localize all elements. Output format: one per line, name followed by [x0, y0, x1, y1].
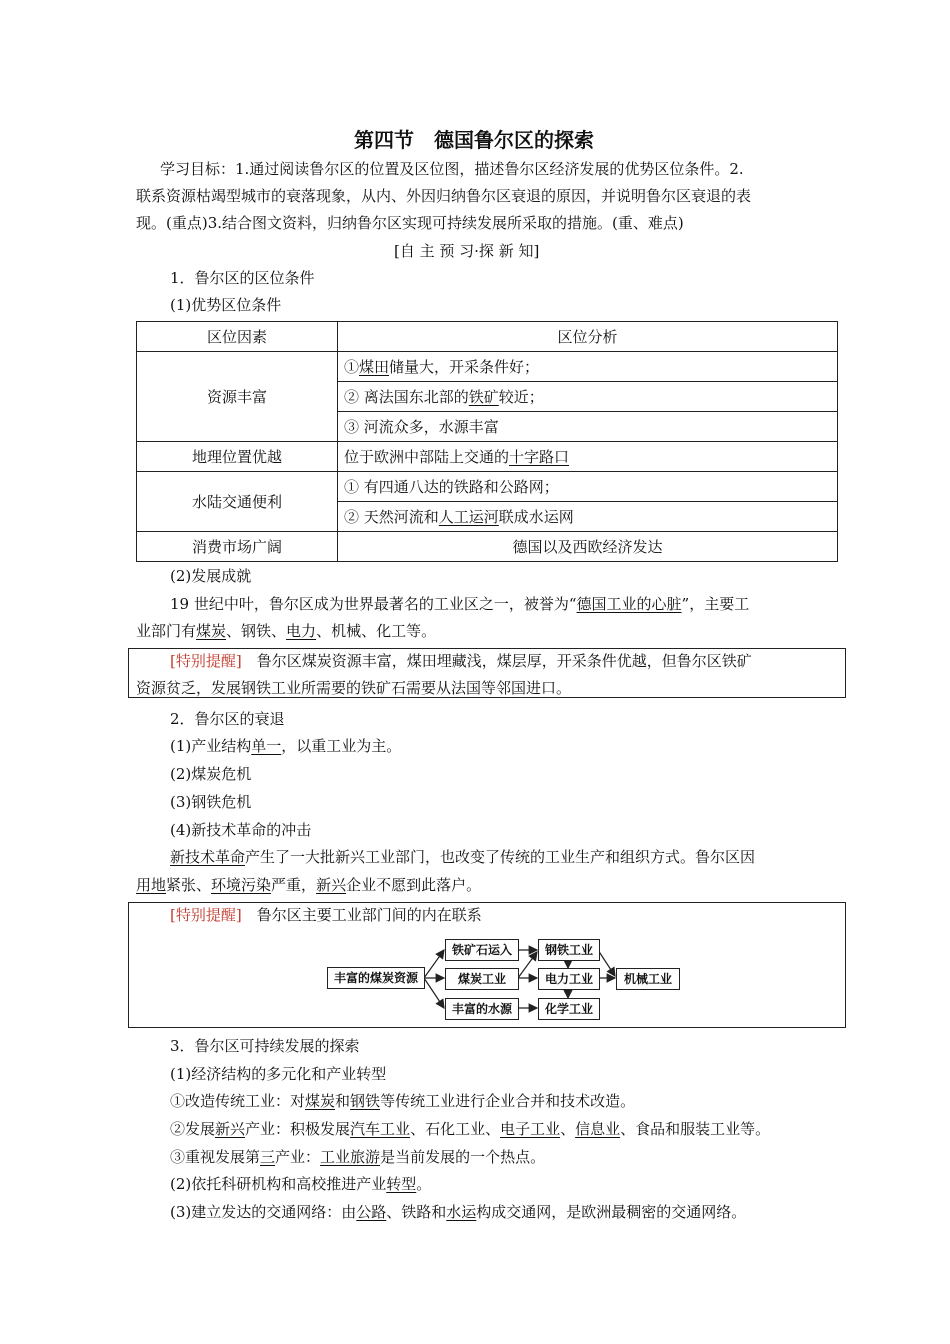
objectives-line-1: 学习目标：1.通过阅读鲁尔区的位置及区位图，描述鲁尔区经济发展的优势区位条件。2. — [160, 160, 744, 178]
tip-line-1: [特别提醒] 鲁尔区煤炭资源丰富，煤田埋藏浅，煤层厚，开采条件优越，但鲁尔区铁矿 — [170, 652, 752, 670]
diagram-node-power: 电力工业 — [538, 968, 600, 990]
section1-sub2: (2)发展成就 — [170, 567, 252, 585]
table-header: 区位分析 — [338, 322, 838, 352]
diagram-node-water: 丰富的水源 — [445, 998, 519, 1020]
decline-item-3: (3)钢铁危机 — [170, 793, 252, 811]
page-title: 第四节 德国鲁尔区的探索 — [354, 128, 594, 152]
section3-heading: 3．鲁尔区可持续发展的探索 — [170, 1037, 360, 1055]
arrow — [424, 950, 444, 978]
diagram-node-machinery: 机械工业 — [616, 968, 680, 990]
table-header: 区位因素 — [137, 322, 338, 352]
decline-item-1: (1)产业结构单一，以重工业为主。 — [170, 737, 402, 755]
decline-item-4: (4)新技术革命的冲击 — [170, 821, 312, 839]
decline-para-line-1: 新技术革命产生了一大批新兴工业部门，也改变了传统的工业生产和组织方式。鲁尔区因 — [170, 848, 756, 866]
table-cell: 资源丰富 — [137, 352, 338, 442]
table-cell: ② 离法国东北部的铁矿较近； — [338, 382, 838, 412]
table-cell: 德国以及西欧经济发达 — [338, 532, 838, 562]
table-cell: ③ 河流众多，水源丰富 — [338, 412, 838, 442]
measure-5: (3)建立发达的交通网络：由公路、铁路和水运构成交通网，是欧洲最稠密的交通网络。 — [170, 1203, 747, 1221]
arrow — [424, 978, 444, 1008]
measure-2: ②发展新兴产业：积极发展汽车工业、石化工业、电子工业、信息业、食品和服装工业等。 — [170, 1120, 771, 1138]
tip-line-2: 资源贫乏，发展钢铁工业所需要的铁矿石需要从法国等邻国进口。 — [136, 679, 572, 697]
measure-1: ①改造传统工业：对煤炭和钢铁等传统工业进行企业合并和技术改造。 — [170, 1092, 636, 1110]
arrow — [518, 952, 537, 978]
section1-heading: 1．鲁尔区的区位条件 — [170, 269, 315, 287]
table-cell: ①煤田储量大，开采条件好； — [338, 352, 838, 382]
diagram-node-coal: 煤炭工业 — [445, 968, 519, 990]
measure-4: (2)依托科研机构和高校推进产业转型。 — [170, 1175, 432, 1193]
tip-line-3: [特别提醒] 鲁尔区主要工业部门间的内在联系 — [170, 906, 482, 924]
section2-heading: 2．鲁尔区的衰退 — [170, 710, 285, 728]
table-cell: 地理位置优越 — [137, 442, 338, 472]
tip-label: [特别提醒] — [170, 906, 242, 924]
table-cell: 水陆交通便利 — [137, 472, 338, 532]
achievement-line-1: 19 世纪中叶，鲁尔区成为世界最著名的工业区之一，被誉为“德国工业的心脏”，主要工 — [170, 595, 750, 613]
table-cell: 位于欧洲中部陆上交通的十字路口 — [338, 442, 838, 472]
table-cell: ① 有四通八达的铁路和公路网； — [338, 472, 838, 502]
measure-3: ③重视发展第三产业：工业旅游是当前发展的一个热点。 — [170, 1148, 546, 1166]
diagram-node-iron-ore: 铁矿石运入 — [445, 939, 519, 961]
decline-para-line-2: 用地紧张、环境污染严重，新兴企业不愿到此落户。 — [136, 876, 482, 894]
section1-sub1: (1)优势区位条件 — [170, 296, 282, 314]
objectives-line-2: 联系资源枯竭型城市的衰落现象，从内、外因归纳鲁尔区衰退的原因，并说明鲁尔区衰退的表 — [136, 187, 752, 205]
objectives-line-3: 现。(重点)3.结合图文资料，归纳鲁尔区实现可持续发展所采取的措施。(重、难点) — [136, 214, 684, 232]
arrow — [598, 950, 615, 976]
section3-sub1: (1)经济结构的多元化和产业转型 — [170, 1065, 387, 1083]
table-cell: 消费市场广阔 — [137, 532, 338, 562]
diagram-node-chemical: 化学工业 — [538, 998, 600, 1020]
tip-label: [特别提醒] — [170, 652, 242, 670]
achievement-line-2: 业部门有煤炭、钢铁、电力、机械、化工等。 — [136, 622, 437, 640]
decline-item-2: (2)煤炭危机 — [170, 765, 252, 783]
table-cell: ② 天然河流和人工运河联成水运网 — [338, 502, 838, 532]
diagram-node-source: 丰富的煤炭资源 — [327, 967, 425, 989]
preview-header: [自 主 预 习·探 新 知] — [394, 242, 540, 260]
diagram-node-steel: 钢铁工业 — [538, 939, 600, 961]
